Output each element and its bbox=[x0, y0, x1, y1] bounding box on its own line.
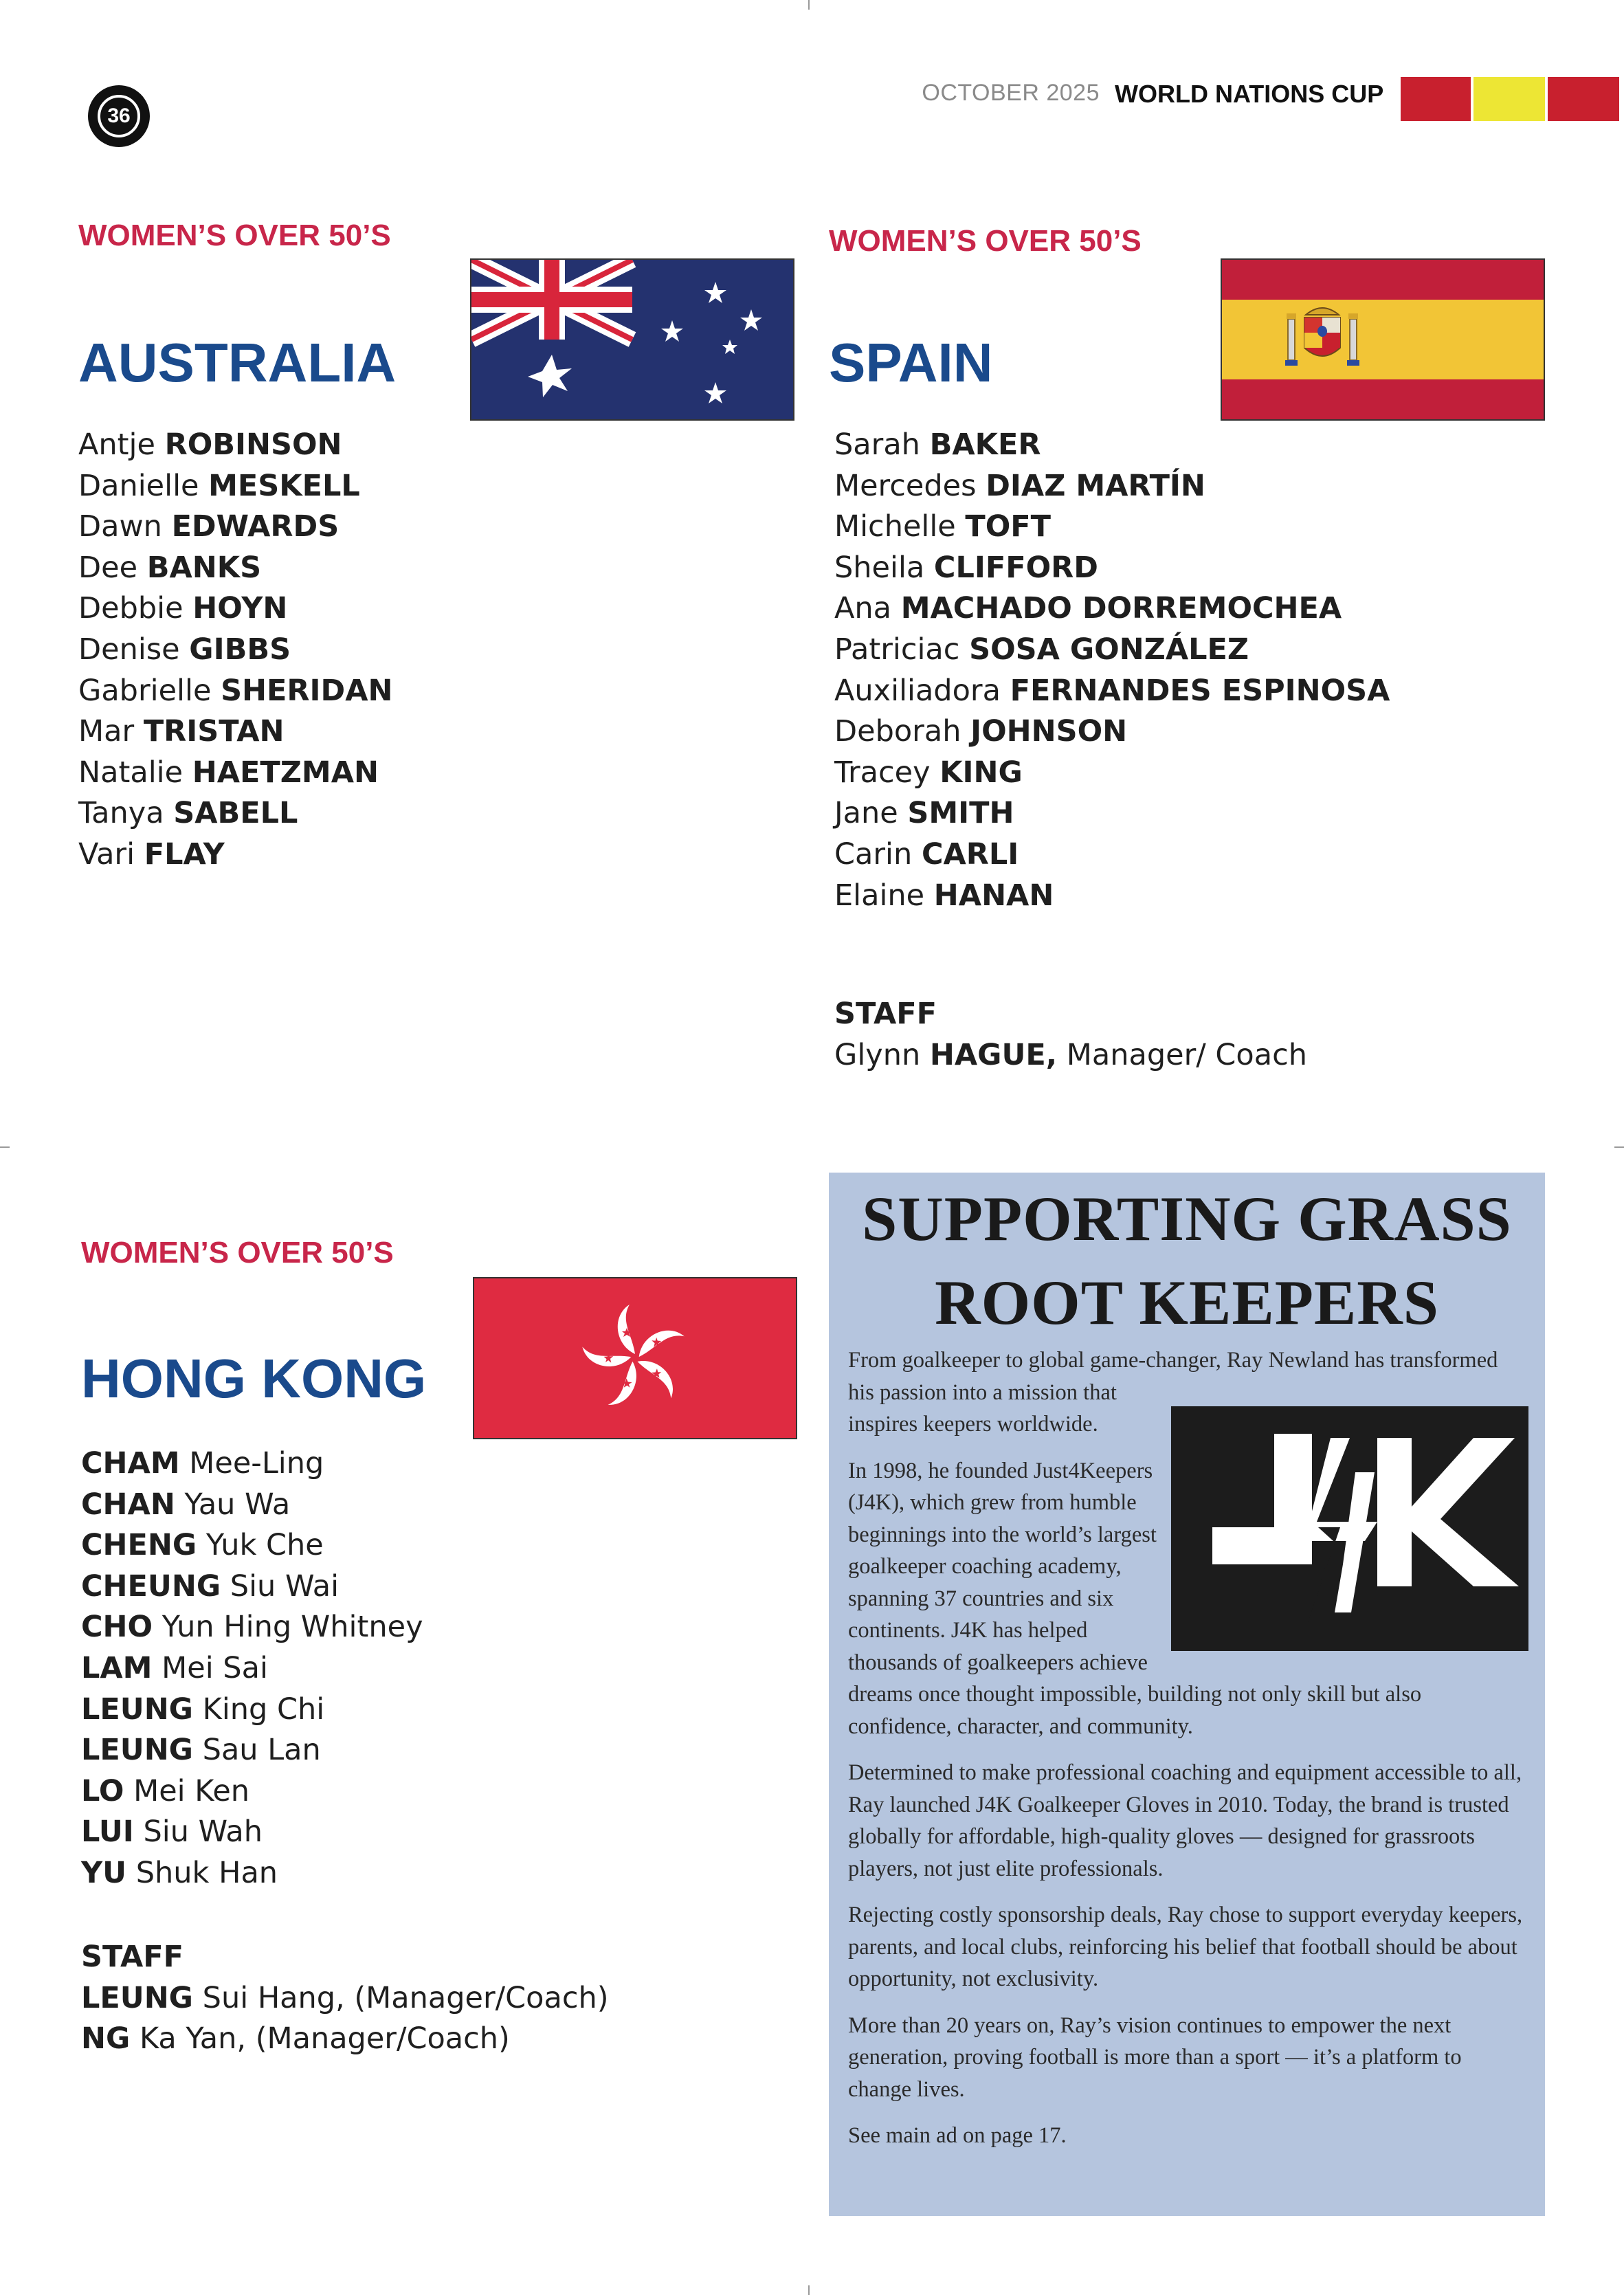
staff-member: Glynn HAGUE, Manager/ Coach bbox=[834, 1037, 1307, 1072]
player-name: CHEUNG Siu Wai bbox=[81, 1568, 340, 1604]
player-name: Elaine HANAN bbox=[834, 878, 1054, 913]
issue-date: OCTOBER 2025 bbox=[922, 80, 1100, 106]
player-list bbox=[81, 1443, 423, 1894]
player-name: Deborah JOHNSON bbox=[834, 714, 1128, 749]
article-title-line: SUPPORTING GRASS bbox=[862, 1184, 1512, 1254]
staff-heading: STAFF bbox=[81, 1940, 183, 1974]
player-name: LEUNG King Chi bbox=[81, 1692, 325, 1727]
player-name: LAM Mei Sai bbox=[81, 1650, 268, 1685]
player-name: Gabrielle SHERIDAN bbox=[78, 673, 393, 708]
article-paragraph: In 1998, he founded Just4Keepers (J4K), which grew from humble beginnings into the world’s largest goalkeeper coaching academy, spanning 37 countries and six continents. J4K has helped thousands of goalkeepers achieve dreams once thought impossible, building not only skill but also confidence, character, and community. bbox=[848, 1458, 1422, 1739]
player-list bbox=[78, 425, 392, 876]
article-paragraph: Rejecting costly sponsorship deals, Ray chose to support everyday keepers, parents, and local clubs, reinforcing his belief that football should be about opportunity, not exclusivity. bbox=[848, 1903, 1523, 1991]
page-number: 36 bbox=[98, 95, 140, 137]
player-name: Dee BANKS bbox=[78, 550, 262, 585]
country-heading: SPAIN bbox=[829, 332, 993, 393]
player-name: Natalie HAETZMAN bbox=[78, 755, 379, 790]
header-color-block bbox=[1548, 77, 1619, 121]
australia-flag-icon bbox=[471, 260, 793, 419]
hong-kong-flag bbox=[473, 1277, 797, 1439]
page-number-badge bbox=[88, 85, 150, 147]
spain-flag-icon bbox=[1222, 260, 1544, 419]
player-name: Antje ROBINSON bbox=[78, 428, 342, 462]
player-name: CHO Yun Hing Whitney bbox=[81, 1610, 423, 1645]
country-heading: HONG KONG bbox=[81, 1348, 427, 1409]
player-name: Patriciac SOSA GONZÁLEZ bbox=[834, 632, 1249, 667]
player-name: Denise GIBBS bbox=[78, 632, 291, 667]
player-name: LUI Siu Wah bbox=[81, 1815, 263, 1850]
article-paragraph: See main ad on page 17. bbox=[848, 2123, 1067, 2148]
hong-kong-flag-icon bbox=[474, 1278, 796, 1438]
category-label: WOMEN’S OVER 50’S bbox=[829, 224, 1142, 258]
layout-spacer bbox=[1160, 1405, 1528, 1650]
publication-title: WORLD NATIONS CUP bbox=[1115, 80, 1384, 108]
article-title bbox=[829, 1177, 1545, 1344]
player-name: LO Mei Ken bbox=[81, 1773, 250, 1808]
crop-mark bbox=[0, 1146, 10, 1148]
player-name: YU Shuk Han bbox=[81, 1855, 278, 1890]
category-label: WOMEN’S OVER 50’S bbox=[78, 219, 391, 252]
player-name: Jane SMITH bbox=[834, 796, 1014, 831]
staff-list bbox=[81, 1937, 609, 2060]
player-name: Mercedes DIAZ MARTÍN bbox=[834, 468, 1205, 503]
player-name: Debbie HOYN bbox=[78, 591, 288, 626]
player-name: Danielle MESKELL bbox=[78, 468, 360, 503]
article-paragraph: Determined to make professional coaching and equipment accessible to all, Ray launched J4K Goalkeeper Gloves in 2010. Today, the brand is trusted globally for affordable, high-quality gloves — designed for grassroots players, not just elite professionals. bbox=[848, 1760, 1522, 1881]
crop-mark bbox=[808, 2285, 810, 2295]
player-name: CHENG Yuk Che bbox=[81, 1528, 324, 1563]
player-name: Tracey KING bbox=[834, 755, 1023, 790]
country-heading: AUSTRALIA bbox=[78, 332, 397, 393]
player-name: Ana MACHADO DORREMOCHEA bbox=[834, 591, 1342, 626]
staff-list bbox=[834, 994, 1307, 1076]
article-title-line: ROOT KEEPERS bbox=[935, 1267, 1439, 1338]
article-paragraph: From goalkeeper to global game-changer, Ray Newland has transformed his passion into a mission that inspires keepers worldwide. bbox=[848, 1348, 1498, 1437]
player-name: Mar TRISTAN bbox=[78, 714, 285, 749]
article-paragraph: More than 20 years on, Ray’s vision continues to empower the next generation, proving football is more than a sport — it’s a platform to change lives. bbox=[848, 2013, 1462, 2102]
player-name: CHAN Yau Wa bbox=[81, 1487, 291, 1522]
staff-heading: STAFF bbox=[834, 997, 937, 1031]
player-name: LEUNG Sau Lan bbox=[81, 1733, 321, 1768]
player-name: Sarah BAKER bbox=[834, 428, 1041, 462]
player-name: Vari FLAY bbox=[78, 836, 225, 872]
header-color-block bbox=[1401, 77, 1471, 121]
player-name: Michelle TOFT bbox=[834, 509, 1052, 544]
staff-member: LEUNG Sui Hang, (Manager/Coach) bbox=[81, 1980, 609, 2015]
crop-mark bbox=[1614, 1146, 1624, 1148]
player-name: Auxiliadora FERNANDES ESPINOSA bbox=[834, 673, 1390, 708]
player-name: Sheila CLIFFORD bbox=[834, 550, 1098, 585]
article-body bbox=[848, 1344, 1528, 2166]
player-name: CHAM Mee-Ling bbox=[81, 1446, 324, 1481]
player-name: Dawn EDWARDS bbox=[78, 509, 340, 544]
player-name: Carin CARLI bbox=[834, 836, 1019, 872]
spain-flag bbox=[1221, 258, 1545, 421]
player-name: Tanya SABELL bbox=[78, 796, 298, 831]
staff-member: NG Ka Yan, (Manager/Coach) bbox=[81, 2021, 510, 2056]
header-color-block bbox=[1473, 77, 1545, 121]
category-label: WOMEN’S OVER 50’S bbox=[81, 1236, 394, 1270]
australia-flag bbox=[470, 258, 794, 421]
player-list bbox=[834, 425, 1390, 916]
crop-mark bbox=[808, 0, 810, 10]
